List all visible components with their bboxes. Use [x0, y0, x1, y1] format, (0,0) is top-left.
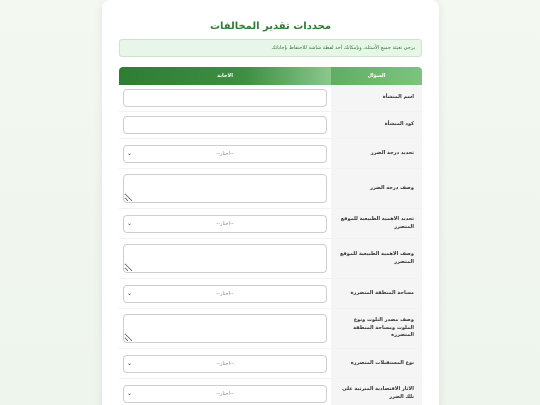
form-row-facility-code: [119, 112, 422, 139]
select-value: --اختار--: [216, 150, 234, 157]
select-value: --اختار--: [216, 290, 234, 297]
form-row-site-importance-description: [119, 239, 422, 279]
form-row-affected-receptors: [119, 349, 422, 379]
form-rows: [119, 85, 422, 405]
facility-name-input[interactable]: [123, 89, 327, 107]
field-label: وصف الاهمية الطبيعية للموقع المتضرر: [331, 239, 422, 278]
field-label: الاثار الاقتصادية المترتبة على تلك الضرر: [331, 379, 422, 405]
damage-degree-select[interactable]: [123, 145, 327, 163]
field-label: مساحة المنطقة المتضررة: [331, 279, 422, 308]
form-row-affected-area: [119, 279, 422, 309]
page-title: محددات تقدير المخالفات: [209, 21, 332, 32]
field-label: وصف درجة الضرر: [331, 169, 422, 208]
site-importance-select[interactable]: [123, 215, 327, 233]
chevron-down-icon: ⌄: [127, 359, 133, 367]
field-label: كود المنشأة: [331, 112, 422, 138]
facility-code-input[interactable]: [123, 116, 327, 134]
form-row-pollution-source: [119, 309, 422, 349]
field-label: نوع المستقبلات المتضررة: [331, 349, 422, 378]
form-card: [102, 0, 439, 405]
field-label: تحديد درجة الضرر: [331, 139, 422, 168]
select-value: --اختار--: [216, 220, 234, 227]
affected-area-select[interactable]: [123, 285, 327, 303]
chevron-down-icon: ⌄: [127, 389, 133, 397]
field-label: اسم المنشأة: [331, 85, 422, 111]
chevron-down-icon: ⌄: [127, 219, 133, 227]
economic-impact-select[interactable]: [123, 385, 327, 403]
form-row-damage-degree: [119, 139, 422, 169]
pollution-source-textarea[interactable]: [123, 314, 327, 343]
form-row-damage-description: [119, 169, 422, 209]
damage-description-textarea[interactable]: [123, 174, 327, 203]
answer-column-header: الاجابة: [119, 67, 331, 85]
table-header: [119, 67, 422, 85]
site-importance-description-textarea[interactable]: [123, 244, 327, 273]
affected-receptors-select[interactable]: [123, 355, 327, 373]
form-row-economic-impact: [119, 379, 422, 405]
chevron-down-icon: ⌄: [127, 149, 133, 157]
chevron-down-icon: ⌄: [127, 289, 133, 297]
select-value: --اختار--: [216, 360, 234, 367]
info-notice: يرجى تعبئة جميع الأسئلة، وبإمكانك أخذ لقطة شاشة للاحتفاظ بإجاباتك: [119, 39, 422, 57]
form-row-facility-name: [119, 85, 422, 112]
field-label: تحديد الاهمية الطبيعية للموقع المتضرر: [331, 209, 422, 238]
select-value: --اختار--: [216, 390, 234, 397]
form-row-site-importance: [119, 209, 422, 239]
field-label: وصف مصدر التلوث ونوع الملوث ومساحة المنطقة المتضررة: [331, 309, 422, 348]
question-column-header: السؤال: [331, 67, 422, 85]
